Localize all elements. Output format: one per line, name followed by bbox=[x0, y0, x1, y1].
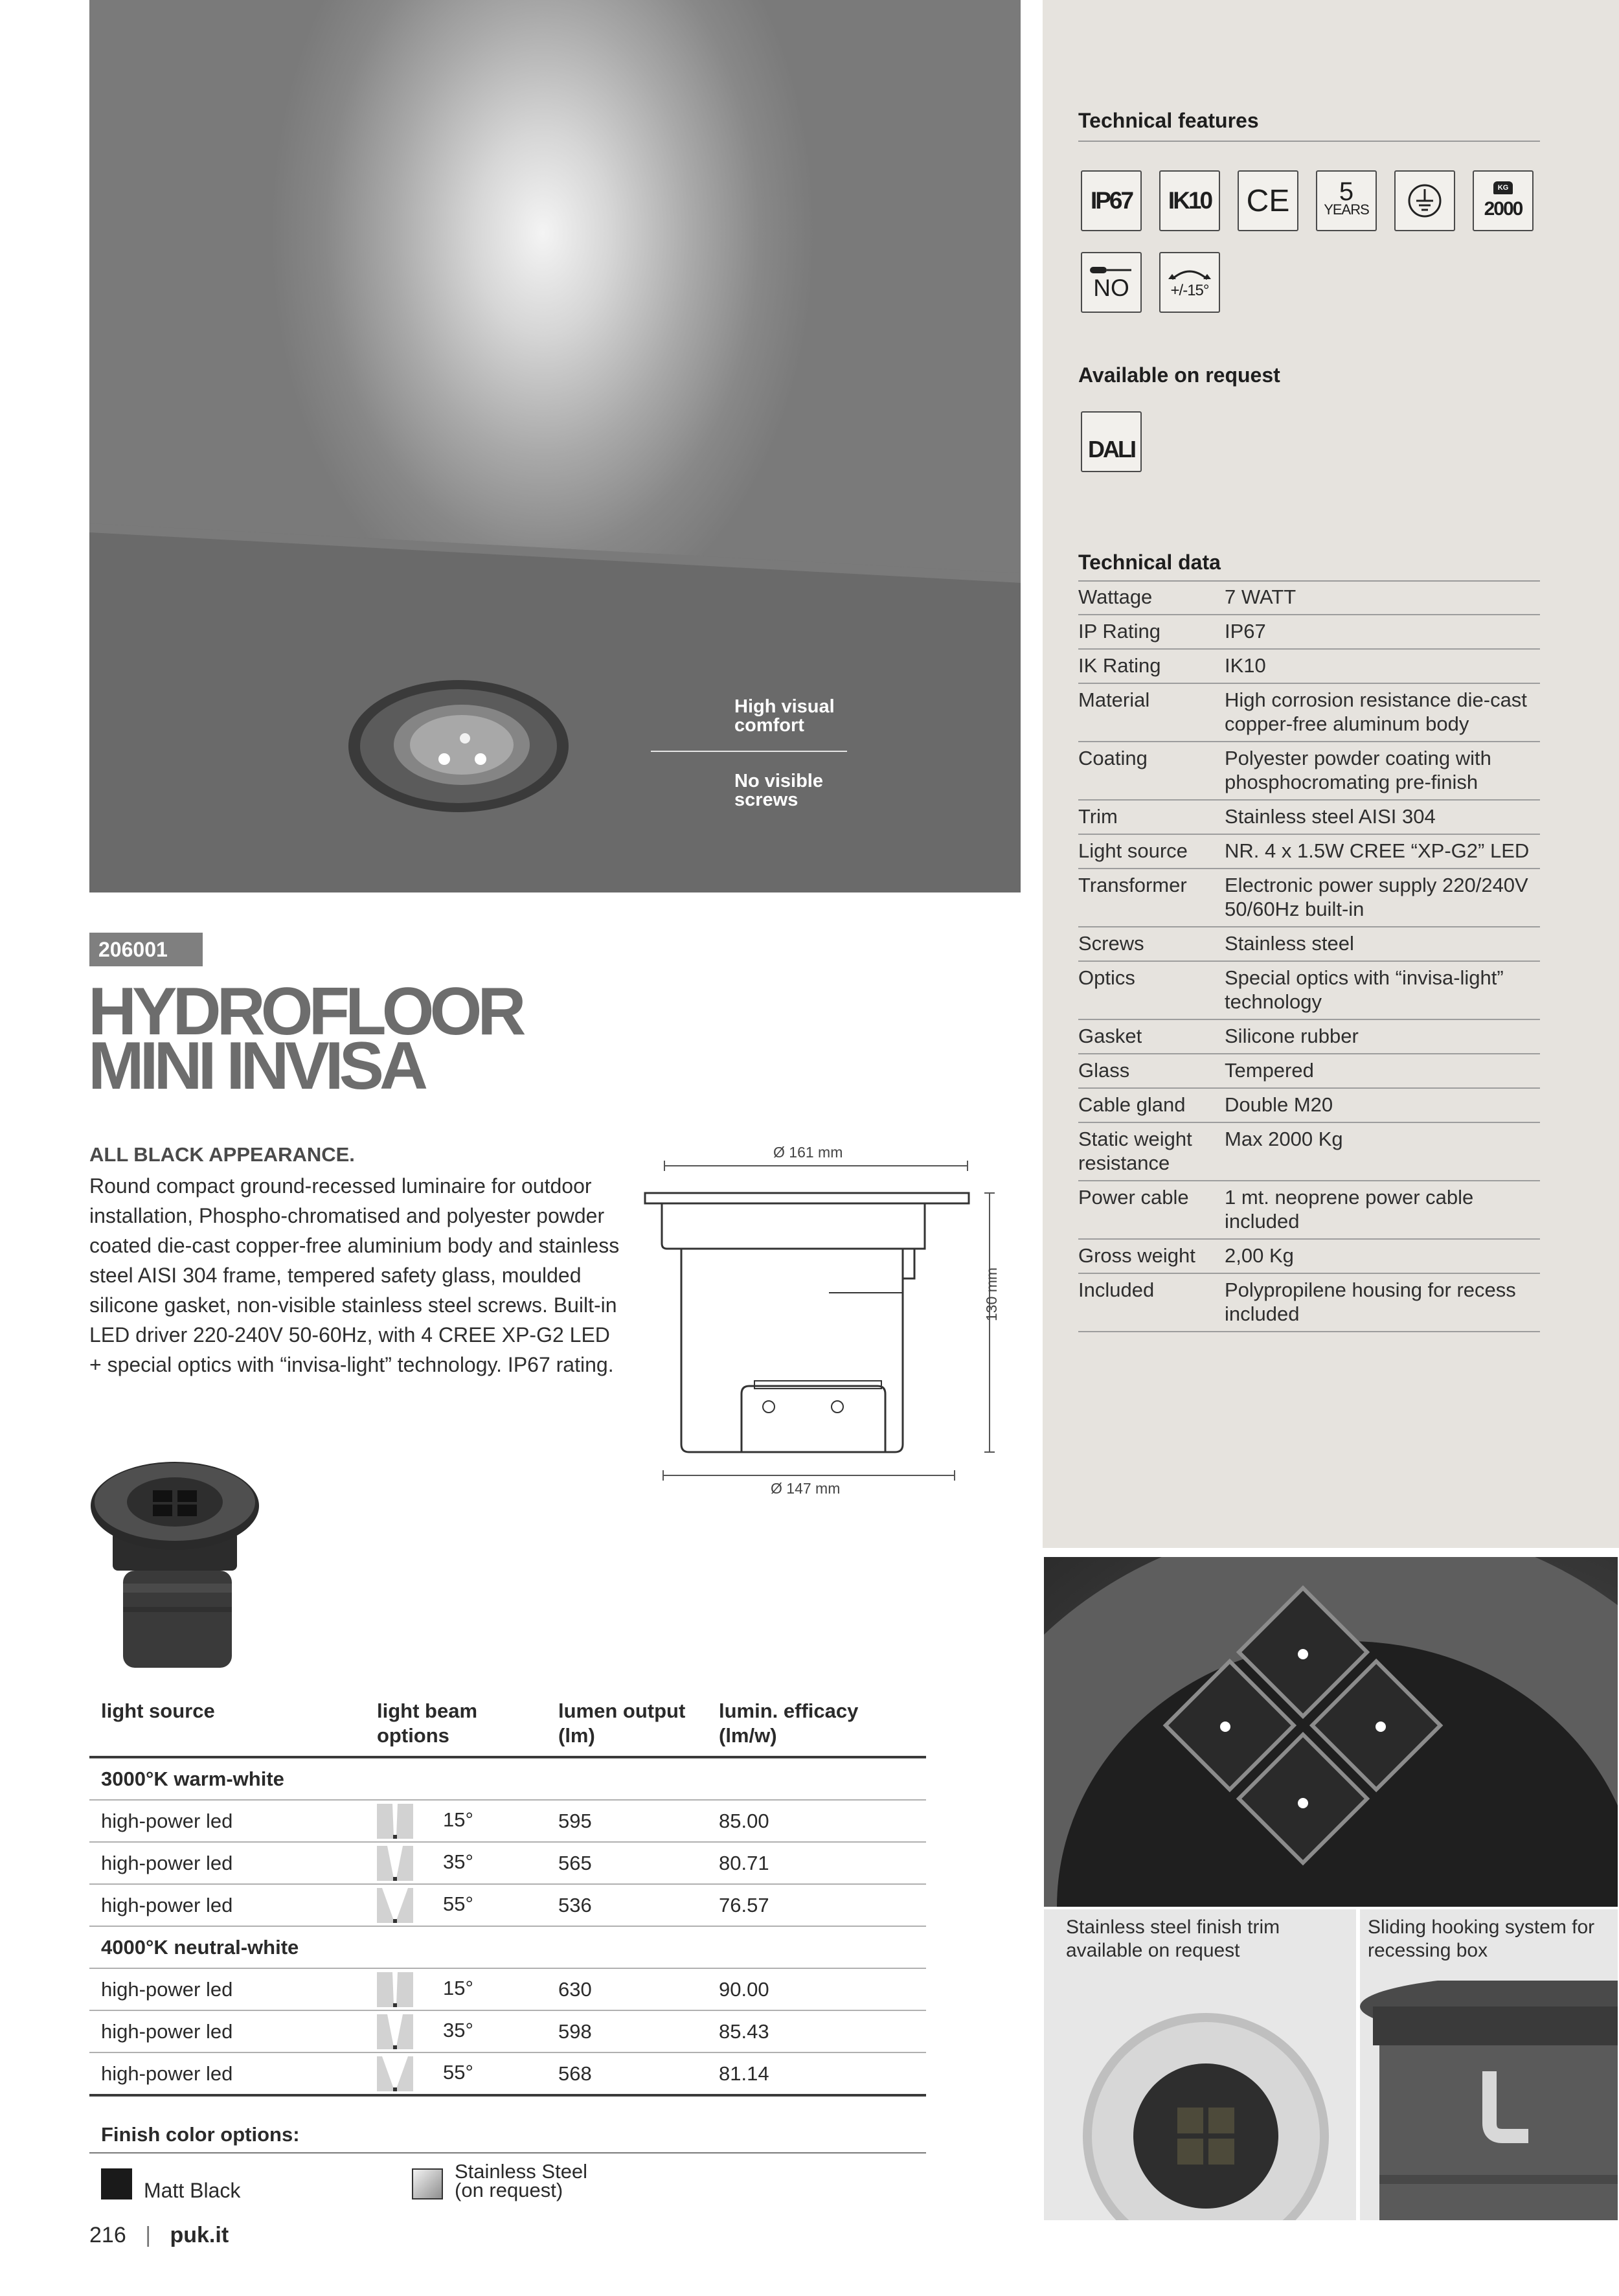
tech-data-key: Material bbox=[1078, 683, 1225, 742]
tech-data-value: IP67 bbox=[1225, 615, 1540, 649]
light-source-cell: high-power led bbox=[89, 1842, 365, 1884]
warranty-number: 5 bbox=[1339, 177, 1354, 206]
beam-angle-icon bbox=[377, 1846, 413, 1881]
beam-angle: 15° bbox=[443, 1976, 473, 1999]
footer-separator: | bbox=[145, 2223, 152, 2247]
detail-photo bbox=[1044, 1557, 1618, 1907]
tech-data-row bbox=[1078, 683, 1540, 742]
dim-top-label: Ø 161 mm bbox=[773, 1144, 843, 1161]
beam-angle-icon bbox=[377, 1888, 413, 1923]
beam-angle-icon bbox=[377, 2056, 413, 2091]
ip67-icon: IP67 bbox=[1081, 170, 1142, 231]
stainless-steel-swatch bbox=[412, 2168, 443, 2199]
lumen-cell: 630 bbox=[547, 1968, 707, 2010]
kg-weight-icon: KG bbox=[1493, 181, 1513, 194]
light-options-table bbox=[89, 1694, 926, 2097]
table-row bbox=[89, 2052, 926, 2095]
tech-data-row bbox=[1078, 1054, 1540, 1088]
table-row bbox=[89, 1842, 926, 1884]
tech-data-key: Trim bbox=[1078, 800, 1225, 834]
ce-mark-icon: CE bbox=[1238, 170, 1298, 231]
product-lead: ALL BLACK APPEARANCE. bbox=[89, 1143, 355, 1166]
tech-data-value: 7 WATT bbox=[1225, 581, 1540, 615]
beam-cell bbox=[365, 2010, 547, 2052]
tech-data-row bbox=[1078, 1273, 1540, 1332]
beam-cell bbox=[365, 2052, 547, 2095]
ik10-icon: IK10 bbox=[1159, 170, 1220, 231]
product-code: 206001 bbox=[89, 933, 203, 966]
header-efficacy: lumin. efficacy (lm/w) bbox=[719, 1699, 859, 1747]
available-on-request-title: Available on request bbox=[1078, 363, 1280, 387]
tech-data-key: Included bbox=[1078, 1273, 1225, 1332]
group-label: 4000°K neutral-white bbox=[89, 1926, 926, 1968]
tech-data-value: Polyester powder coating with phosphocromating pre-finish bbox=[1225, 742, 1540, 800]
tech-data-value: Stainless steel AISI 304 bbox=[1225, 800, 1540, 834]
tech-data-key: Wattage bbox=[1078, 581, 1225, 615]
group-header-row bbox=[89, 1757, 926, 1800]
tech-data-key: Glass bbox=[1078, 1054, 1225, 1088]
product-photo bbox=[89, 1454, 264, 1674]
lumen-cell: 568 bbox=[547, 2052, 707, 2095]
light-source-cell: high-power led bbox=[89, 1884, 365, 1926]
tech-data-key: Transformer bbox=[1078, 869, 1225, 927]
table-row bbox=[89, 2010, 926, 2052]
weight-2000kg-icon bbox=[1473, 170, 1534, 231]
tech-data-value: Max 2000 Kg bbox=[1225, 1122, 1540, 1181]
tech-data-value: Silicone rubber bbox=[1225, 1019, 1540, 1054]
caption-hooking-system: Sliding hooking system for recessing box bbox=[1368, 1916, 1595, 1961]
tech-data-row bbox=[1078, 834, 1540, 869]
tech-data-key: IK Rating bbox=[1078, 649, 1225, 683]
tech-data-value: IK10 bbox=[1225, 649, 1540, 683]
hero-photo bbox=[89, 0, 1021, 892]
group-label: 3000°K warm-white bbox=[89, 1757, 926, 1800]
header-beam-options: light beam options bbox=[377, 1699, 478, 1747]
tech-data-row bbox=[1078, 742, 1540, 800]
efficacy-cell: 85.43 bbox=[707, 2010, 926, 2052]
tech-data-value: Polypropilene housing for recess included bbox=[1225, 1273, 1540, 1332]
lumen-cell: 565 bbox=[547, 1842, 707, 1884]
technical-drawing bbox=[641, 1140, 1030, 1503]
curved-arrow-icon bbox=[1167, 265, 1212, 282]
beam-cell bbox=[365, 1842, 547, 1884]
product-title-line2: MINI INVISA bbox=[88, 1029, 424, 1104]
header-light-source: light source bbox=[101, 1699, 215, 1722]
group-header-row bbox=[89, 1926, 926, 1968]
tech-data-row bbox=[1078, 1239, 1540, 1273]
floor-scene bbox=[89, 0, 1021, 892]
efficacy-cell: 76.57 bbox=[707, 1884, 926, 1926]
beam-angle: 55° bbox=[443, 1892, 473, 1915]
tech-data-value: High corrosion resistance die-cast copper-free aluminum body bbox=[1225, 683, 1540, 742]
finish-title: Finish color options: bbox=[101, 2123, 300, 2146]
tech-data-row bbox=[1078, 927, 1540, 961]
tech-data-key: Gasket bbox=[1078, 1019, 1225, 1054]
caption-stainless-trim: Stainless steel finish trim available on request bbox=[1066, 1916, 1280, 1961]
dim-bottom-label: Ø 147 mm bbox=[771, 1480, 841, 1497]
divider bbox=[1078, 141, 1540, 142]
light-source-cell: high-power led bbox=[89, 1800, 365, 1842]
tech-data-value: Double M20 bbox=[1225, 1088, 1540, 1122]
header-lumen-output: lumen output (lm) bbox=[558, 1699, 686, 1747]
beam-angle-icon bbox=[377, 1972, 413, 2007]
no-screwdriver-icon bbox=[1081, 252, 1142, 313]
tech-data-value: Tempered bbox=[1225, 1054, 1540, 1088]
tech-data-value: Stainless steel bbox=[1225, 927, 1540, 961]
light-source-cell: high-power led bbox=[89, 2052, 365, 2095]
beam-angle: 35° bbox=[443, 2018, 473, 2041]
beam-cell bbox=[365, 1884, 547, 1926]
lumen-cell: 536 bbox=[547, 1884, 707, 1926]
beam-angle-icon bbox=[377, 2014, 413, 2049]
finish-stainless bbox=[455, 2162, 587, 2199]
tech-data-key: Static weight resistance bbox=[1078, 1122, 1225, 1181]
beam-angle-icon bbox=[377, 1804, 413, 1839]
no-label: NO bbox=[1093, 275, 1129, 301]
tech-data-row bbox=[1078, 1181, 1540, 1239]
beam-cell bbox=[365, 1968, 547, 2010]
lumen-cell: 598 bbox=[547, 2010, 707, 2052]
tech-data-row bbox=[1078, 615, 1540, 649]
tech-data-key: Screws bbox=[1078, 927, 1225, 961]
tech-data-row bbox=[1078, 581, 1540, 615]
dim-height-label: 130 mm bbox=[983, 1267, 1000, 1321]
product-title-line1: HYDROFLOOR bbox=[88, 974, 522, 1049]
table-row bbox=[89, 1884, 926, 1926]
tech-data-value: Electronic power supply 220/240V 50/60Hz built-in bbox=[1225, 869, 1540, 927]
tech-data-row bbox=[1078, 649, 1540, 683]
tech-data-row bbox=[1078, 961, 1540, 1019]
technical-data-title: Technical data bbox=[1078, 551, 1221, 574]
tech-data-row bbox=[1078, 800, 1540, 834]
divider bbox=[89, 2152, 926, 2154]
efficacy-cell: 85.00 bbox=[707, 1800, 926, 1842]
stainless-trim-panel bbox=[1044, 1909, 1356, 2220]
ground-symbol-icon bbox=[1394, 170, 1455, 231]
light-source-cell: high-power led bbox=[89, 1968, 365, 2010]
finish-stainless-line2: (on request) bbox=[455, 2179, 563, 2201]
warranty-label: YEARS bbox=[1324, 201, 1369, 218]
beam-angle: 35° bbox=[443, 1850, 473, 1873]
lumen-cell: 595 bbox=[547, 1800, 707, 1842]
tech-data-key: Light source bbox=[1078, 834, 1225, 869]
tech-data-row bbox=[1078, 1019, 1540, 1054]
tech-data-row bbox=[1078, 1088, 1540, 1122]
beam-angle: 15° bbox=[443, 1808, 473, 1831]
hooking-system-panel bbox=[1360, 1909, 1618, 2220]
tilt-15-icon bbox=[1159, 252, 1220, 313]
table-row bbox=[89, 1800, 926, 1842]
tech-data-key: Cable gland bbox=[1078, 1088, 1225, 1122]
product-description: Round compact ground-recessed luminaire for outdoor installation, Phospho-chromatised and polyester powder coated die-cast copper-free aluminium body and stainless steel AISI 304 frame, tempered safety glass, moulded silicone gasket, non-visible stainless steel screws. Built-in LED driver 220-240V 50-60Hz, with 4 CREE XP-G2 LED + special optics with “invisa-light” technology. IP67 rating. bbox=[89, 1174, 620, 1376]
tech-data-row bbox=[1078, 1122, 1540, 1181]
finish-stainless-line1: Stainless Steel bbox=[455, 2160, 588, 2183]
hooking-system-photo bbox=[1360, 1981, 1618, 2220]
efficacy-cell: 80.71 bbox=[707, 1842, 926, 1884]
tilt-label: +/-15° bbox=[1170, 282, 1209, 299]
tech-data-value: 1 mt. neoprene power cable included bbox=[1225, 1181, 1540, 1239]
tech-data-value: Special optics with “invisa-light” technology bbox=[1225, 961, 1540, 1019]
tech-data-row bbox=[1078, 869, 1540, 927]
stainless-trim-photo bbox=[1044, 1981, 1356, 2220]
callout-no-screws: No visible screws bbox=[734, 771, 823, 810]
page-number: 216 bbox=[89, 2223, 126, 2247]
table-row bbox=[89, 1968, 926, 2010]
tech-data-key: Coating bbox=[1078, 742, 1225, 800]
website-link[interactable]: puk.it bbox=[170, 2223, 229, 2247]
callout-visual-comfort: High visual comfort bbox=[734, 696, 835, 736]
tech-data-value: 2,00 Kg bbox=[1225, 1239, 1540, 1273]
efficacy-cell: 90.00 bbox=[707, 1968, 926, 2010]
warranty-5-years-icon bbox=[1316, 170, 1377, 231]
tech-data-key: Optics bbox=[1078, 961, 1225, 1019]
efficacy-cell: 81.14 bbox=[707, 2052, 926, 2095]
tech-data-key: Power cable bbox=[1078, 1181, 1225, 1239]
beam-angle: 55° bbox=[443, 2060, 473, 2084]
page-footer bbox=[89, 2223, 229, 2248]
technical-features-title: Technical features bbox=[1078, 109, 1259, 132]
tech-data-key: IP Rating bbox=[1078, 615, 1225, 649]
matt-black-swatch bbox=[101, 2168, 132, 2199]
tech-data-key: Gross weight bbox=[1078, 1239, 1225, 1273]
technical-data-table bbox=[1078, 581, 1540, 1332]
beam-cell bbox=[365, 1800, 547, 1842]
kg-value: 2000 bbox=[1484, 198, 1523, 220]
finish-matt-black: Matt Black bbox=[144, 2179, 241, 2202]
dali-icon: DALI bbox=[1081, 411, 1142, 472]
light-source-cell: high-power led bbox=[89, 2010, 365, 2052]
tech-data-value: NR. 4 x 1.5W CREE “XP-G2” LED bbox=[1225, 834, 1540, 869]
